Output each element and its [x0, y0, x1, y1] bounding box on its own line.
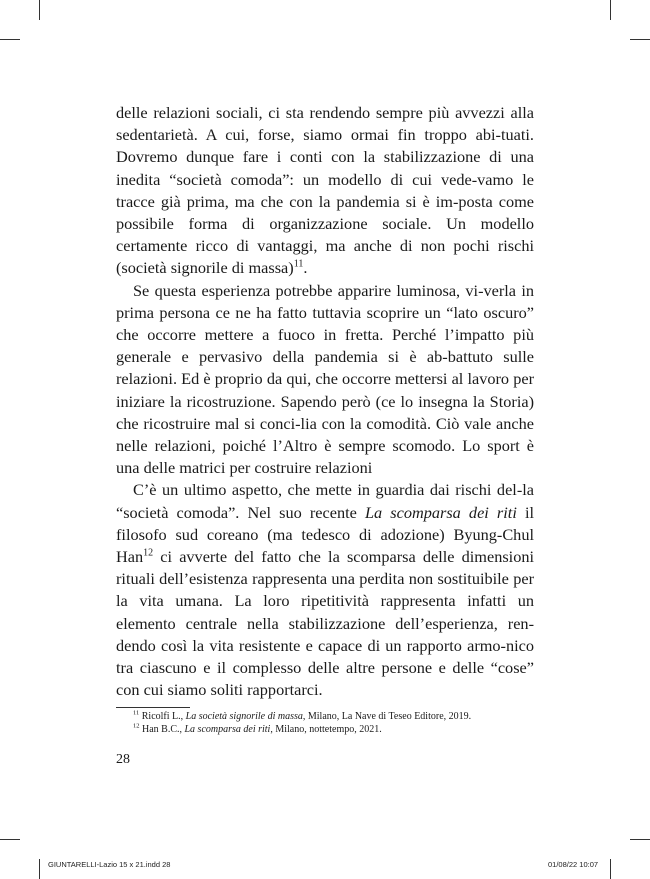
- crop-mark: [0, 39, 20, 40]
- page-number: 28: [116, 752, 130, 767]
- footnote-11: $^{11}$ Ricolfi L., La società signorile di massa, Milano, La Nave di Teseo Editore, 2019.: [133, 709, 472, 722]
- footnote-12: $^{12}$ Han B.C., La scomparsa dei riti, Milano, nottetempo, 2021.: [133, 722, 382, 735]
- paragraph-1: delle relazioni sociali, ci sta rendendo sempre più avvezzi alla sedentarietà. A cui, forse, siamo ormai fin troppo abi-tuati. Dovremo dunque fare i conti con la stabilizzazione di una inedita “società comoda”: un modello di cui vede-vamo le tracce già prima, ma che con la pandemia si è im-posta come possibile forma di organizzazione sociale. Un modello certamente ricco di vantaggi, ma anche di non pochi rischi (società signorile di massa)$^{11}$.: [116, 103, 534, 278]
- footnotes: [116, 710, 536, 736]
- paragraph-3: C’è un ultimo aspetto, che mette in guardia dai rischi del-la “società comoda”. Nel suo recente La scomparsa dei riti il filosofo sud coreano (ma tedesco di adozione) Byung-Chul Han$^{12}$ ci avverte del fatto che la scomparsa delle dimensioni rituali dell’esistenza rappresenta una perdita non sostituibile per la vita umana. La loro ripetitività rappresenta infatti un elemento centrale nella stabilizzazione dell’esperienza, ren-dendo così la vita resistente e capace di un rapporto armo-nico tra ciascuno e il complesso delle altre persone e delle “cose” con cui siamo soliti rapportarci.: [116, 480, 535, 700]
- book-title: La scomparsa dei riti: [364, 502, 517, 522]
- slug-file-info: GIUNTARELLI-Lazio 15 x 21.indd 28: [48, 860, 171, 869]
- paragraph-2: Se questa esperienza potrebbe apparire luminosa, vi-verla in prima persona ce ne ha fatto tuttavia scoprire un “lato oscuro” che occorre mettere a fuoco in fretta. Perché l’impatto più generale e pervasivo della pandemia si è ab-battuto sulle relazioni. Ed è proprio da qui, che occorre mettersi al lavoro per iniziare la ricostruzione. Sapendo però (ce lo insegna la Storia) che ricostruire mal si conci-lia con la comodità. Ciò vale anche nelle relazioni, poiché l’Altro è sempre scomodo. Lo sport è una delle matrici per costruire relazioni: [116, 280, 534, 478]
- crop-mark: [39, 859, 40, 879]
- crop-mark: [610, 859, 611, 879]
- footnote-ref-11: 11: [293, 259, 304, 270]
- crop-mark: [630, 39, 650, 40]
- body-text: [116, 102, 534, 701]
- crop-mark: [630, 839, 650, 840]
- crop-mark: [39, 0, 40, 20]
- slug-timestamp: 01/08/22 10:07: [548, 860, 599, 869]
- footnote-divider: [116, 707, 190, 708]
- crop-mark: [610, 0, 611, 20]
- footnote-ref-12: 12: [143, 547, 154, 559]
- crop-mark: [0, 839, 20, 840]
